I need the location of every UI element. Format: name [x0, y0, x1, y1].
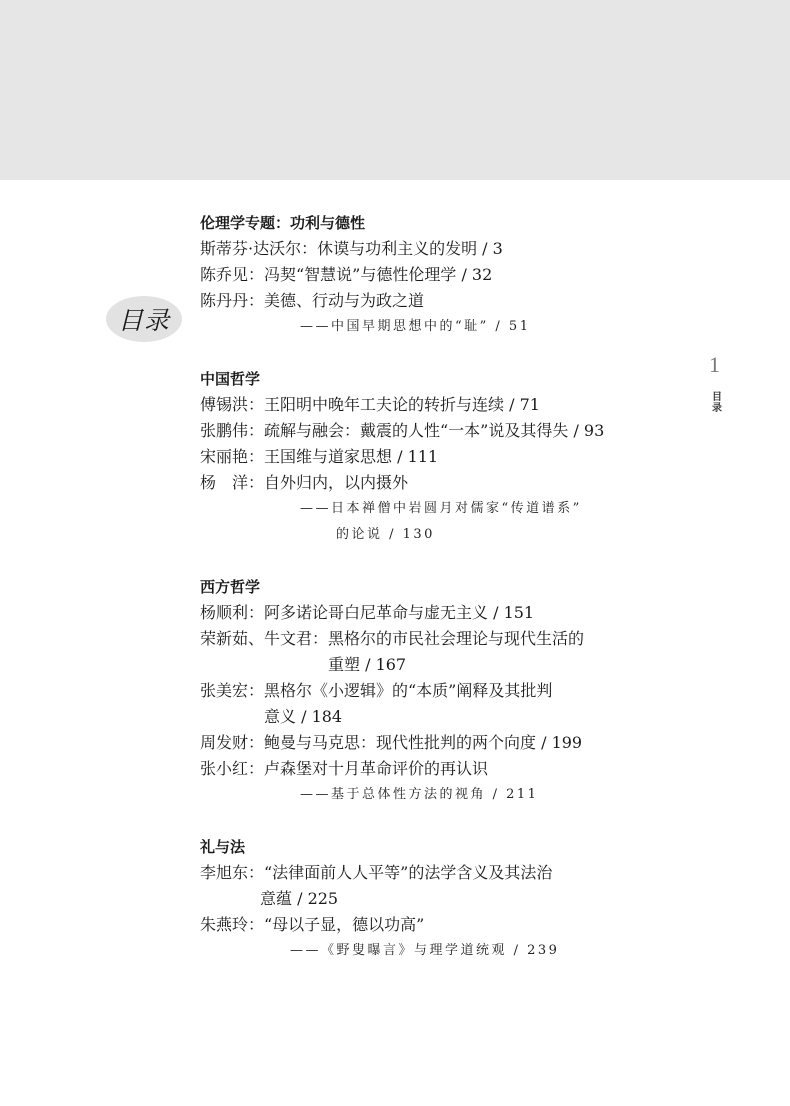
- toc-entry-continuation[interactable]: 意蕴 / 225: [260, 889, 339, 908]
- running-head: 目 录: [712, 392, 722, 414]
- toc-entry[interactable]: 李旭东：“法律面前人人平等”的法学含义及其法治: [200, 863, 553, 882]
- toc-entry[interactable]: 张美宏：黑格尔《小逻辑》的“本质”阐释及其批判: [200, 681, 553, 700]
- toc-entry[interactable]: 张鹏伟：疏解与融会：戴震的人性“一本”说及其得失 / 93: [200, 421, 605, 440]
- top-gray-band: [0, 0, 790, 180]
- section-title-chinese-philosophy: 中国哲学: [200, 370, 261, 388]
- toc-entry-subtitle: ——中国早期思想中的“耻” / 51: [300, 319, 531, 334]
- toc-entry[interactable]: 周发财：鲍曼与马克思：现代性批判的两个向度 / 199: [200, 733, 583, 752]
- toc-entry[interactable]: 陈丹丹：美德、行动与为政之道: [200, 291, 425, 310]
- toc-entry[interactable]: 斯蒂芬·达沃尔：休谟与功利主义的发明 / 3: [200, 239, 503, 258]
- toc-entry[interactable]: 荣新茹、牛文君：黑格尔的市民社会理论与现代生活的: [200, 629, 585, 648]
- page-number: 1: [709, 352, 720, 377]
- toc-entry-continuation[interactable]: 重塑 / 167: [328, 655, 407, 674]
- toc-entry[interactable]: 宋丽艳：王国维与道家思想 / 111: [200, 447, 439, 466]
- section-title-western-philosophy: 西方哲学: [200, 578, 261, 596]
- toc-entry-subtitle: ——基于总体性方法的视角 / 211: [300, 787, 539, 802]
- toc-entry[interactable]: 傅锡洪：王阳明中晚年工夫论的转折与连续 / 71: [200, 395, 540, 414]
- toc-entry[interactable]: 杨 洋：自外归内，以内摄外: [200, 473, 409, 492]
- section-title-rites-and-law: 礼与法: [200, 838, 246, 856]
- toc-entry[interactable]: 朱燕玲：“母以子显，德以功高”: [200, 915, 425, 934]
- toc-entry-subtitle: ——日本禅僧中岩圆月对儒家“传道谱系”: [300, 501, 582, 516]
- toc-entry-subtitle: 的论说 / 130: [336, 527, 435, 542]
- section-title-ethics: 伦理学专题：功利与德性: [200, 214, 366, 232]
- toc-entry[interactable]: 杨顺利：阿多诺论哥白尼革命与虚无主义 / 151: [200, 603, 535, 622]
- toc-entry-continuation[interactable]: 意义 / 184: [264, 707, 343, 726]
- toc-entry[interactable]: 张小红：卢森堡对十月革命评价的再认识: [200, 759, 489, 778]
- toc-entry-subtitle: ——《野叟曝言》与理学道统观 / 239: [290, 943, 560, 958]
- toc-entry[interactable]: 陈乔见：冯契“智慧说”与德性伦理学 / 32: [200, 265, 493, 284]
- toc-badge: 目录: [106, 296, 182, 342]
